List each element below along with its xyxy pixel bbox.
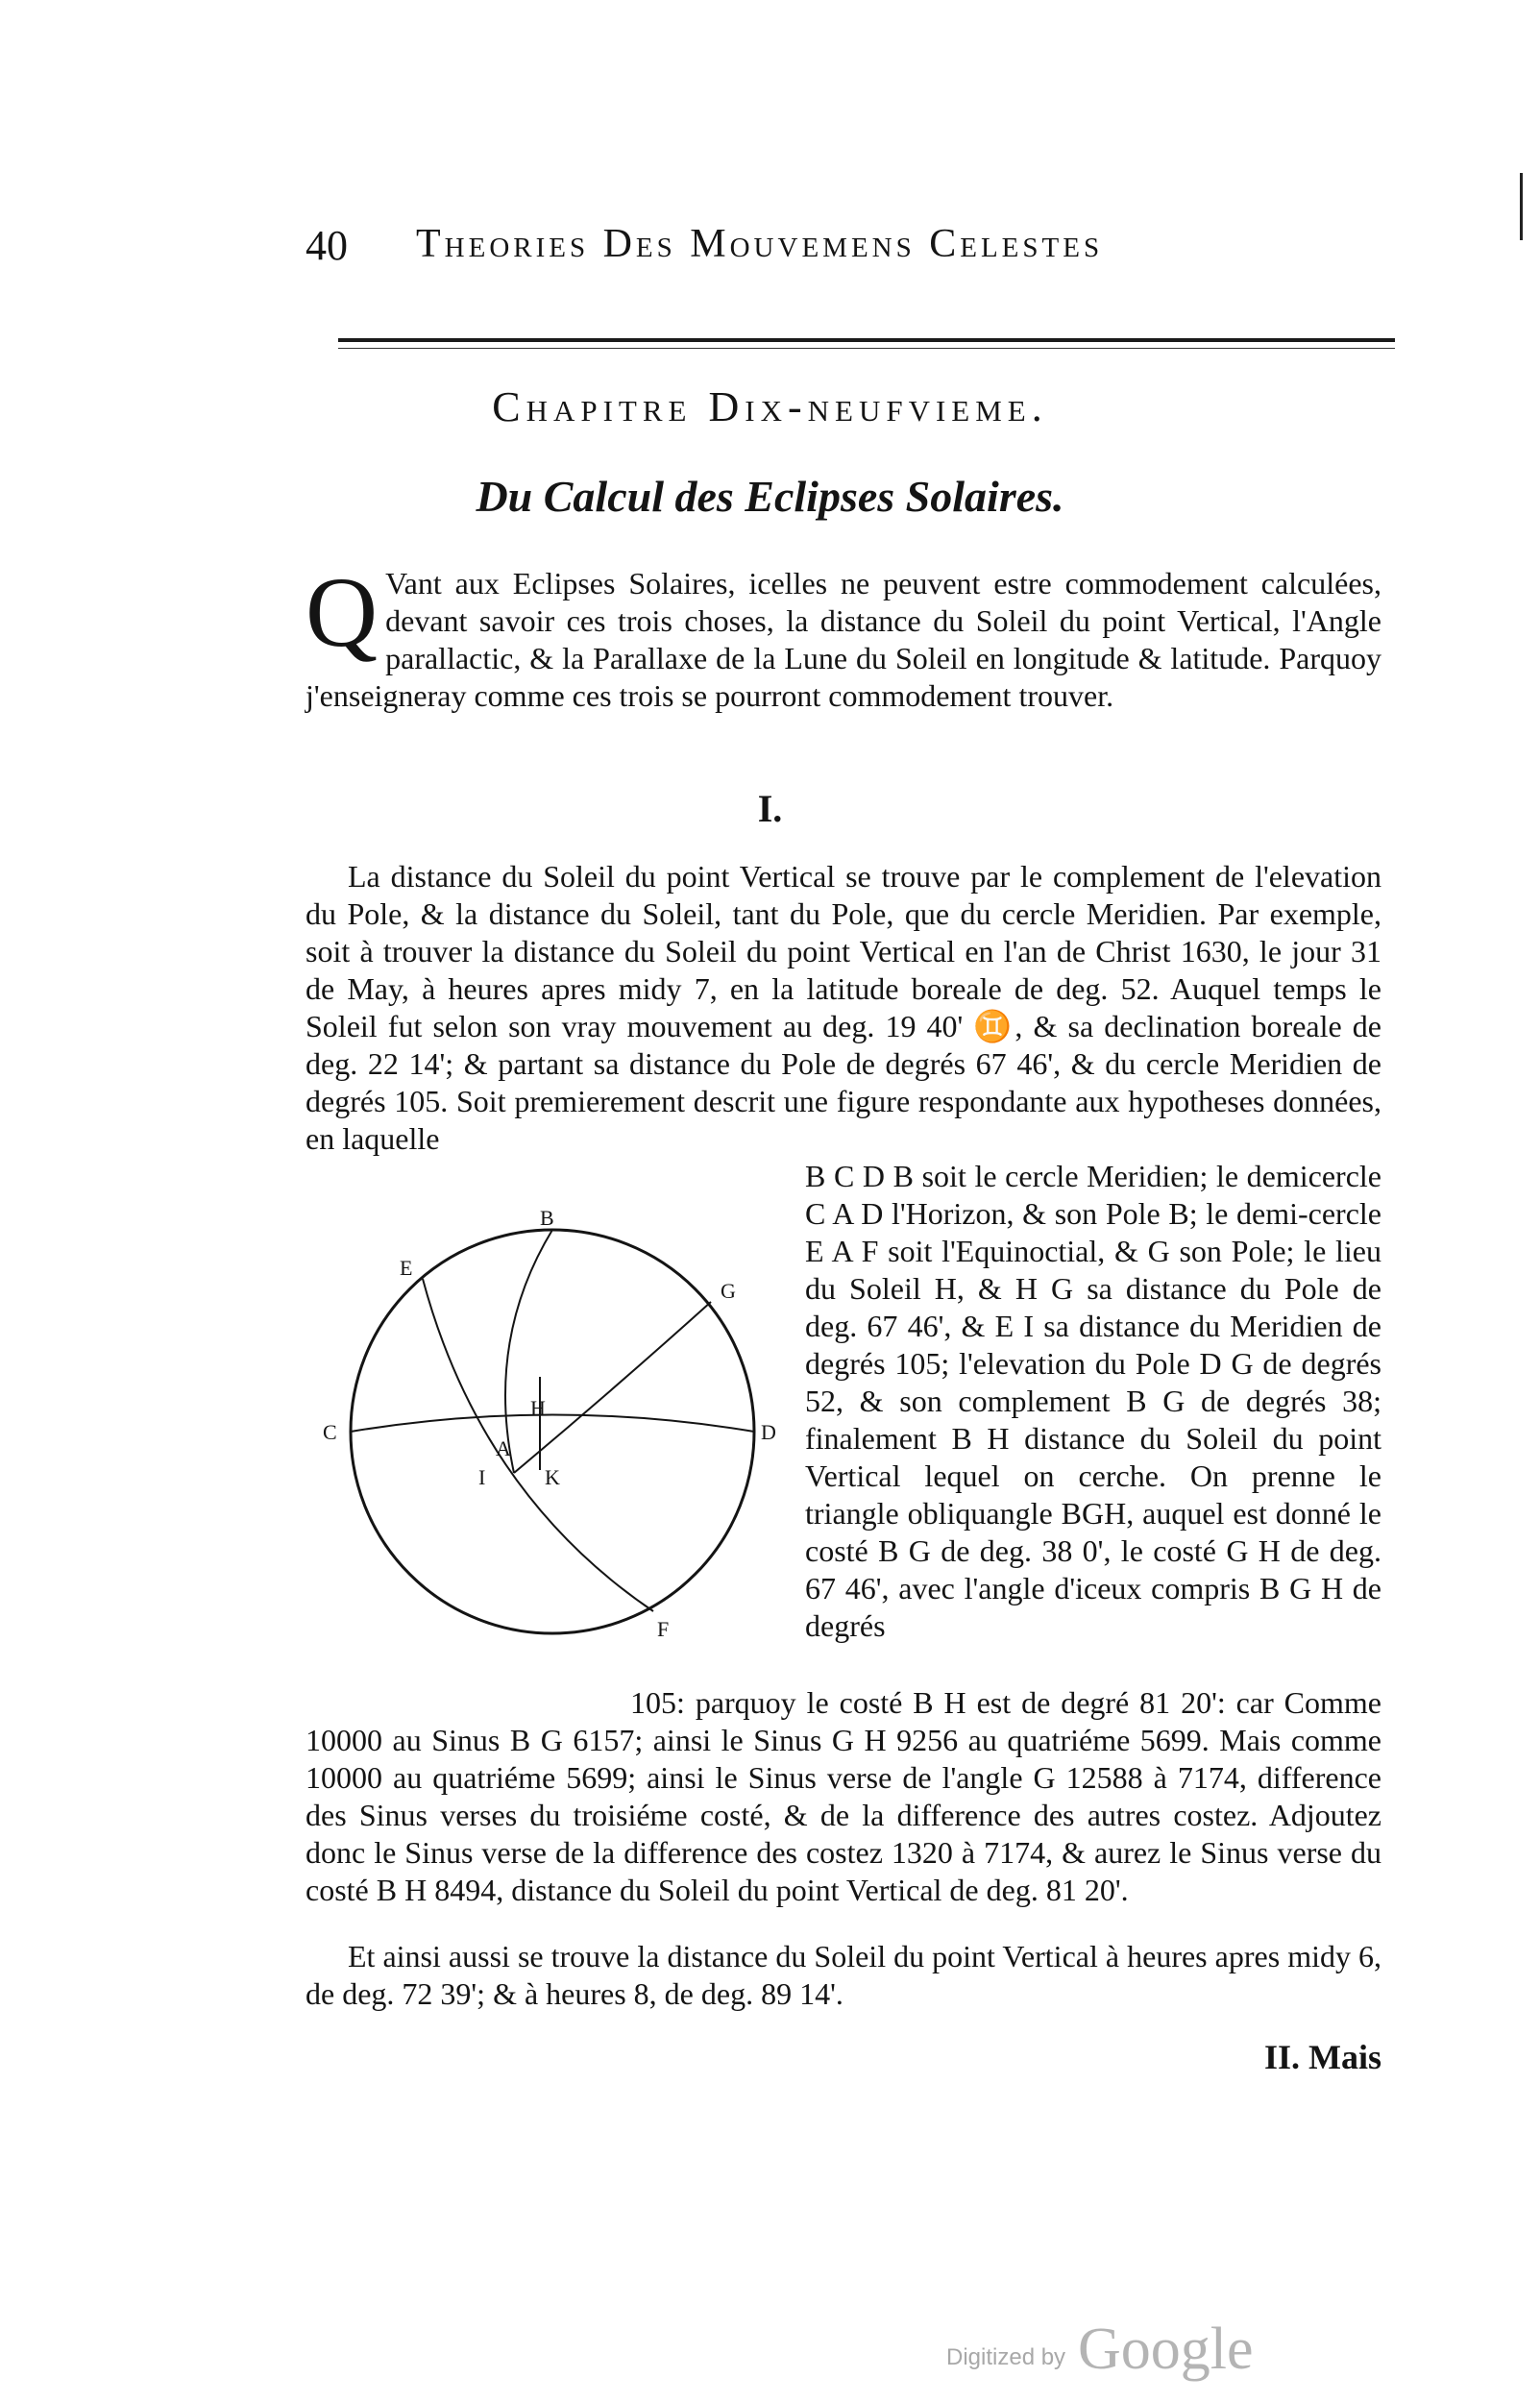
figure-side-text: B C D B soit le cercle Meridien; le demicercle C A D l'Horizon, & son Pole B; le demi-cercle E A F soit l'Equinoctial, & G son Pole; le lieu du Soleil H, & H G sa distance du Pole de deg. 67 46', & E I sa distance du Meridien de degrés 105; l'elevation du Pole D G de degrés 52, & son complement B G de degrés 38; finalement B H distance du Soleil du point Vertical lequel on cerche. On prenne le triangle obliquangle BGH, auquel est donné le costé B G de deg. 38 0', le costé G H de deg. 67 46', avec l'angle d'iceux compris B G H de degrés bbox=[805, 1159, 1381, 1643]
header-rule bbox=[338, 338, 1395, 342]
label-G: G bbox=[721, 1279, 736, 1303]
pole-arc-g bbox=[514, 1302, 711, 1473]
watermark-prefix: Digitized by bbox=[946, 2344, 1066, 2370]
intro-text: Vant aux Eclipses Solaires, icelles ne peuvent estre commodement calculées, devant savoir ces trois choses, la distance du Soleil du point Vertical, l'Angle parallactic, & la Parallaxe de la Lune du Soleil en longitude & latitude. Parquoy j'enseigneray comme ces trois se pourront commodement trouver. bbox=[306, 566, 1381, 713]
label-F: F bbox=[657, 1617, 670, 1641]
chapter-subtitle: Du Calcul des Eclipses Solaires. bbox=[476, 472, 1064, 521]
margin-mark bbox=[1520, 173, 1523, 240]
meridian-circle bbox=[351, 1230, 754, 1633]
page-number: 40 bbox=[306, 222, 348, 269]
running-title: Theories Des Mouvemens Celestes bbox=[416, 222, 1104, 266]
horizon-arc bbox=[351, 1415, 754, 1433]
google-watermark bbox=[946, 2316, 1292, 2392]
main-paragraph: La distance du Soleil du point Vertical se trouve par le complement de l'elevation du Pole, & la distance du Soleil, tant du Pole, que du cercle Meridien. Par exemple, soit à trouver la distance du Soleil du point Vertical en l'an de Christ 1630, le jour 31 de May, à heures apres midy 7, en la latitude boreale de deg. 52. Auquel temps le Soleil fut selon son vray mouvement au deg. 19 40' ♊, & sa declination boreale de deg. 22 14'; & partant sa distance du Pole de degrés 67 46', & du cercle Meridien de degrés 105. Soit premierement descrit une figure respondante aux hypotheses données, en laquelle bbox=[306, 859, 1381, 1156]
section-number: I. bbox=[757, 787, 783, 830]
vertical-arc-b bbox=[505, 1230, 552, 1473]
intro-paragraph bbox=[306, 557, 1381, 715]
continuation-paragraph: 105: parquoy le costé B H est de degré 81 20': car Comme 10000 au Sinus B G 6157; ainsi le Sinus G H 9256 au quatriéme 5699. Mais comme 10000 au quatriéme 5699; ainsi le Sinus verse de l'angle G 12588 à 7174, difference des Sinus verses du troisiéme costé, & de la difference des autres costez. Adjoutez donc le Sinus verse de la difference des costez 1320 à 7174, & aurez le Sinus verse du costé B H 8494, distance du Soleil du point Vertical de deg. 81 20'. bbox=[306, 1685, 1381, 1907]
label-E: E bbox=[400, 1256, 413, 1280]
chapter-title: Chapitre Dix-neufvieme. bbox=[492, 383, 1048, 430]
label-C: C bbox=[323, 1420, 337, 1444]
running-header bbox=[306, 221, 1324, 288]
celestial-diagram bbox=[317, 1206, 788, 1648]
closing-paragraph: Et ainsi aussi se trouve la distance du Soleil du point Vertical à heures apres midy 6, de deg. 72 39'; & à heures 8, de deg. 89 14'. bbox=[306, 1939, 1381, 2011]
drop-cap: Q bbox=[306, 557, 379, 668]
label-K: K bbox=[545, 1465, 560, 1489]
label-A: A bbox=[496, 1436, 511, 1460]
google-logo: Google bbox=[1078, 2316, 1254, 2382]
label-H: H bbox=[530, 1396, 546, 1420]
label-I: I bbox=[478, 1465, 486, 1489]
header-rule-thin bbox=[338, 348, 1395, 349]
equinoctial-arc bbox=[423, 1279, 653, 1611]
catchword: II. Mais bbox=[1263, 2038, 1381, 2076]
label-B: B bbox=[540, 1206, 554, 1230]
label-D: D bbox=[761, 1420, 776, 1444]
